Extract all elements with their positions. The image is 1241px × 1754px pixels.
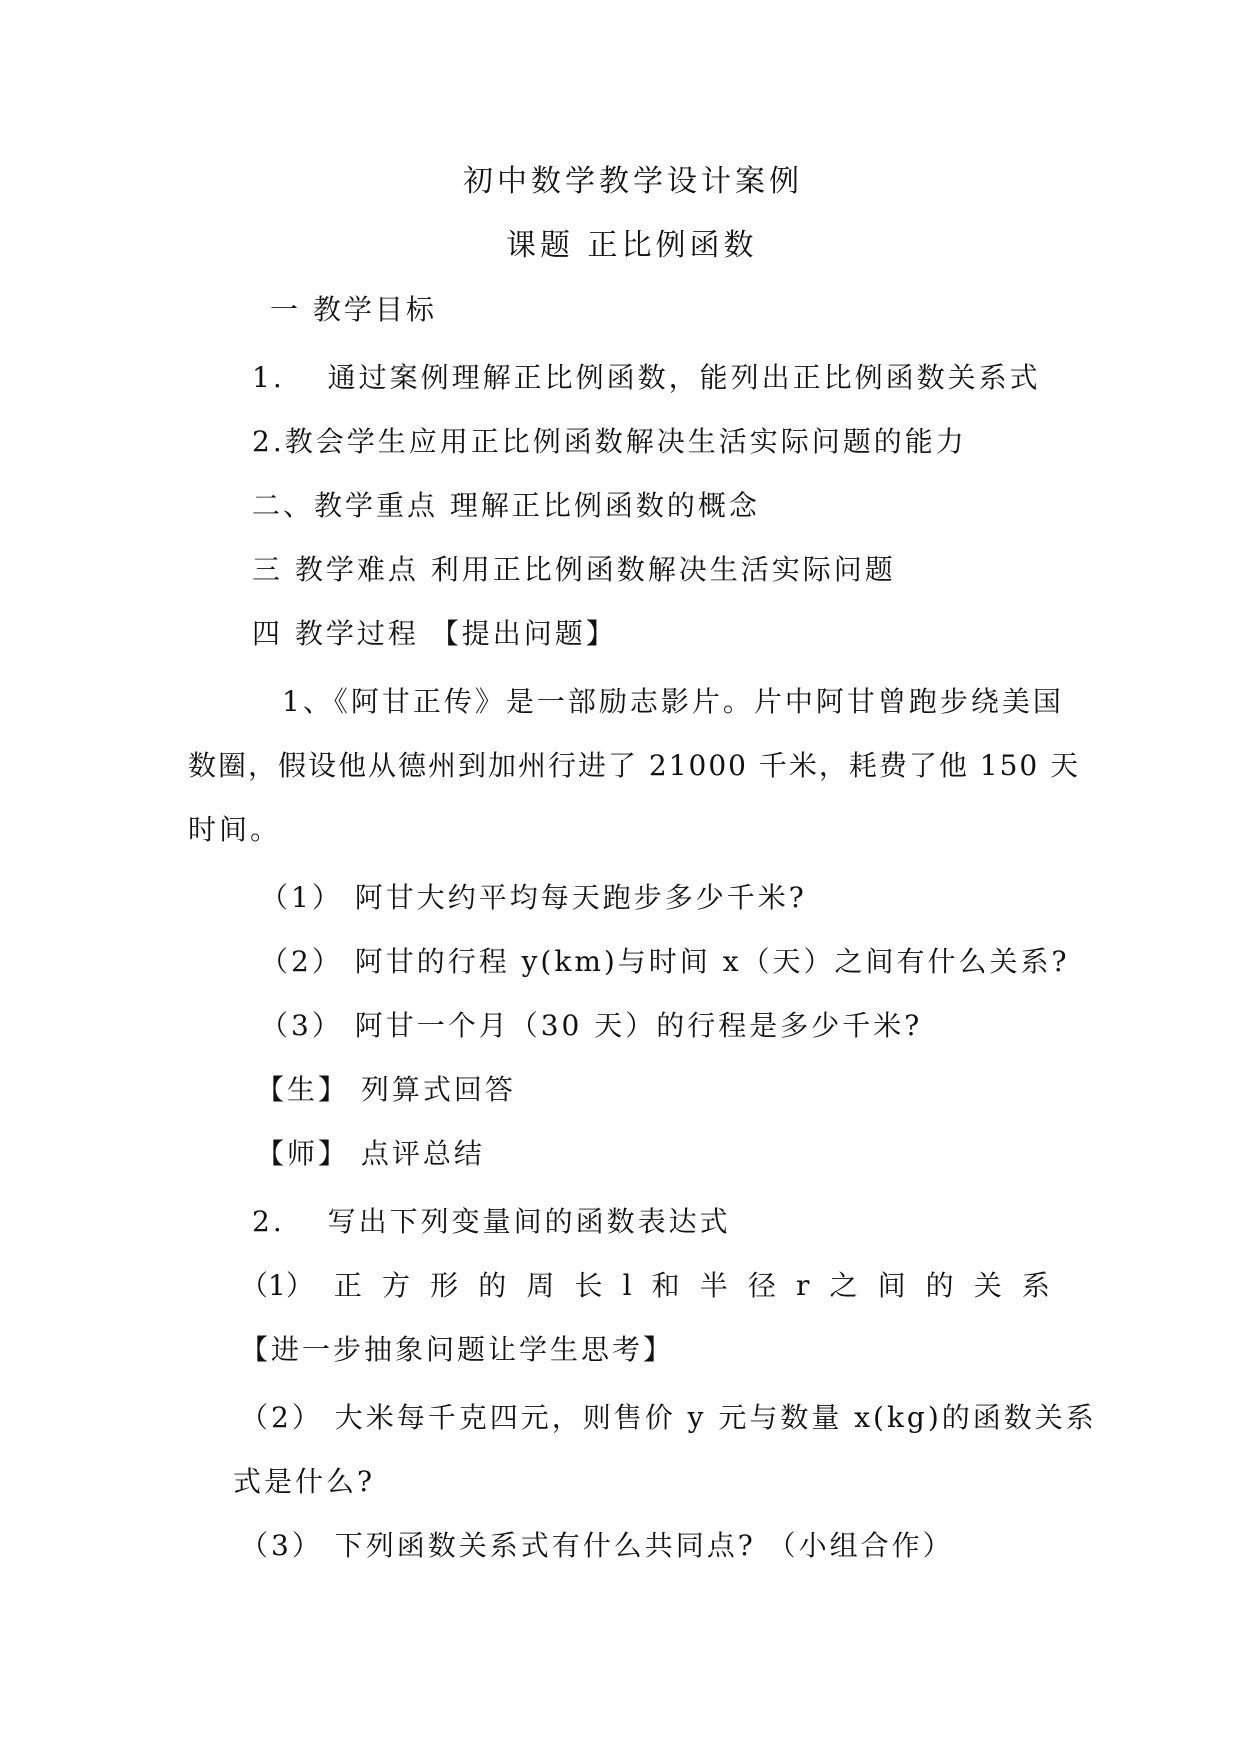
justified-word: 的 xyxy=(478,1269,507,1302)
justified-word: 的 xyxy=(925,1269,954,1302)
objective-1: 1. 通过案例理解正比例函数，能列出正比例函数关系式 xyxy=(252,361,1041,394)
section-heading-difficulty: 三 教学难点 利用正比例函数解决生活实际问题 xyxy=(252,553,896,586)
problem-2-heading: 2. 写出下列变量间的函数表达式 xyxy=(252,1205,731,1238)
student-note: 【生】 列算式回答 xyxy=(256,1073,516,1106)
problem-1-line-2: 数圈，假设他从德州到加州行进了 21000 千米，耗费了他 150 天 xyxy=(188,749,1081,782)
document-title: 初中数学教学设计案例 xyxy=(463,164,803,199)
problem-1-line-3: 时间。 xyxy=(188,813,282,846)
justified-word: 间 xyxy=(877,1269,906,1302)
justified-word: 形 xyxy=(430,1269,459,1302)
section-heading-key-point: 二、教学重点 理解正比例函数的概念 xyxy=(252,489,760,522)
problem-2-question-1 xyxy=(240,1266,1050,1306)
justified-word: 之 xyxy=(829,1269,858,1302)
justified-word: 周 xyxy=(526,1269,555,1302)
justified-word: 径 xyxy=(747,1269,776,1302)
justified-word: 方 xyxy=(382,1269,411,1302)
problem-2-question-2-line-2: 式是什么? xyxy=(233,1465,376,1498)
lesson-topic: 课题 正比例函数 xyxy=(506,228,758,263)
justified-word: r xyxy=(795,1269,810,1302)
objective-2: 2.教会学生应用正比例函数解决生活实际问题的能力 xyxy=(252,425,967,458)
problem-1-line-1: 1、《阿甘正传》是一部励志影片。片中阿甘曾跑步绕美国 xyxy=(282,685,1064,718)
justified-word: 正 xyxy=(333,1269,362,1302)
justified-word: 和 xyxy=(651,1269,680,1302)
question-1: （1） 阿甘大约平均每天跑步多少千米? xyxy=(260,881,807,914)
justified-word: 系 xyxy=(1021,1269,1050,1302)
justified-word: 半 xyxy=(699,1269,728,1302)
problem-2-question-2-line-1: （2） 大米每千克四元，则售价 y 元与数量 x(kg)的函数关系 xyxy=(240,1401,1097,1434)
justified-word: （1） xyxy=(240,1269,314,1302)
question-2: （2） 阿甘的行程 y(km)与时间 x（天）之间有什么关系? xyxy=(260,945,1070,978)
question-3: （3） 阿甘一个月（30 天）的行程是多少千米? xyxy=(260,1009,923,1042)
teacher-note: 【师】 点评总结 xyxy=(256,1137,485,1170)
justified-word: 关 xyxy=(973,1269,1002,1302)
problem-2-question-3: （3） 下列函数关系式有什么共同点? （小组合作） xyxy=(240,1529,954,1562)
prompt-further-thinking: 【进一步抽象问题让学生思考】 xyxy=(240,1333,675,1366)
justified-word: 长 xyxy=(574,1269,603,1302)
justified-word: l xyxy=(622,1269,632,1302)
section-heading-objectives: 一 教学目标 xyxy=(270,293,437,326)
section-heading-process: 四 教学过程 【提出问题】 xyxy=(252,617,617,650)
